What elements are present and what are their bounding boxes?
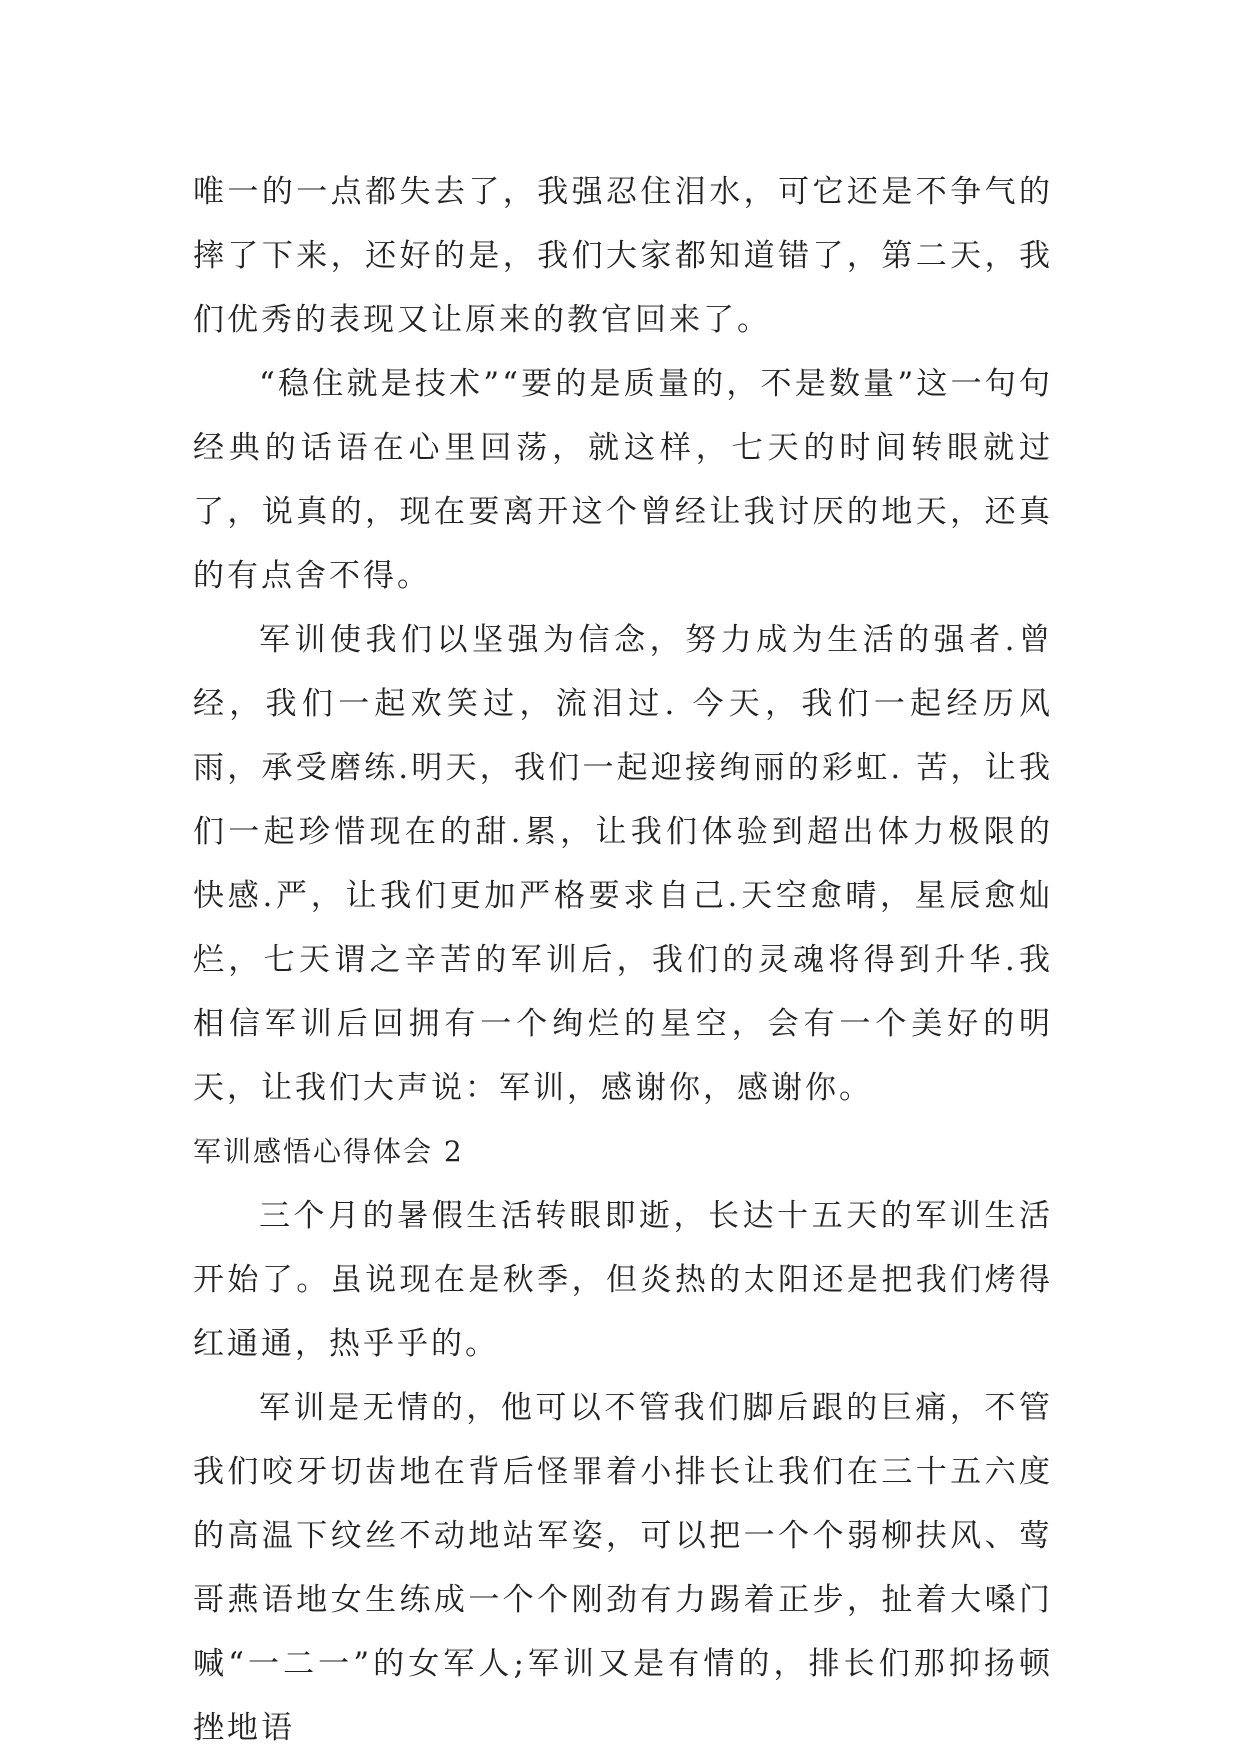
paragraph-1: 唯一的一点都失去了，我强忍住泪水，可它还是不争气的摔了下来，还好的是，我们大家都知道错了，第二天，我们优秀的表现又让原来的教官回来了。: [193, 174, 1053, 338]
paragraph-2: “稳住就是技术”“要的是质量的，不是数量”这一句句经典的话语在心里回荡，就这样，七天的时间转眼就过了，说真的，现在要离开这个曾经让我讨厌的地天，还真的有点舍不得。: [193, 366, 1053, 594]
paragraph-3: 军训使我们以坚强为信念，努力成为生活的强者.曾经，我们一起欢笑过，流泪过. 今天，我们一起经历风雨，承受磨练.明天，我们一起迎接绚丽的彩虹. 苦，让我们一起珍惜现在的甜.累，让我们体验到超出体力极限的快感.严，让我们更加严格要求自己.天空愈晴，星辰愈灿烂，七天谓之辛苦的军训后，我们的灵魂将得到升华.我相信军训后回拥有一个绚烂的星空，会有一个美好的明天，让我们大声说：军训，感谢你，感谢你。: [193, 622, 1053, 1106]
section-heading: 军训感悟心得体会 2: [193, 1135, 464, 1168]
paragraph-4: 三个月的暑假生活转眼即逝，长达十五天的军训生活开始了。虽说现在是秋季，但炎热的太阳还是把我们烤得红通通，热乎乎的。: [193, 1198, 1053, 1362]
paragraph-5: 军训是无情的，他可以不管我们脚后跟的巨痛，不管我们咬牙切齿地在背后怪罪着小排长让我们在三十五六度的高温下纹丝不动地站军姿，可以把一个个弱柳扶风、莺哥燕语地女生练成一个个刚劲有力踢着正步，扯着大嗓门喊“一二一”的女军人;军训又是有情的，排长们那抑扬顿挫地语: [193, 1390, 1053, 1746]
document-body: [193, 160, 1053, 1760]
